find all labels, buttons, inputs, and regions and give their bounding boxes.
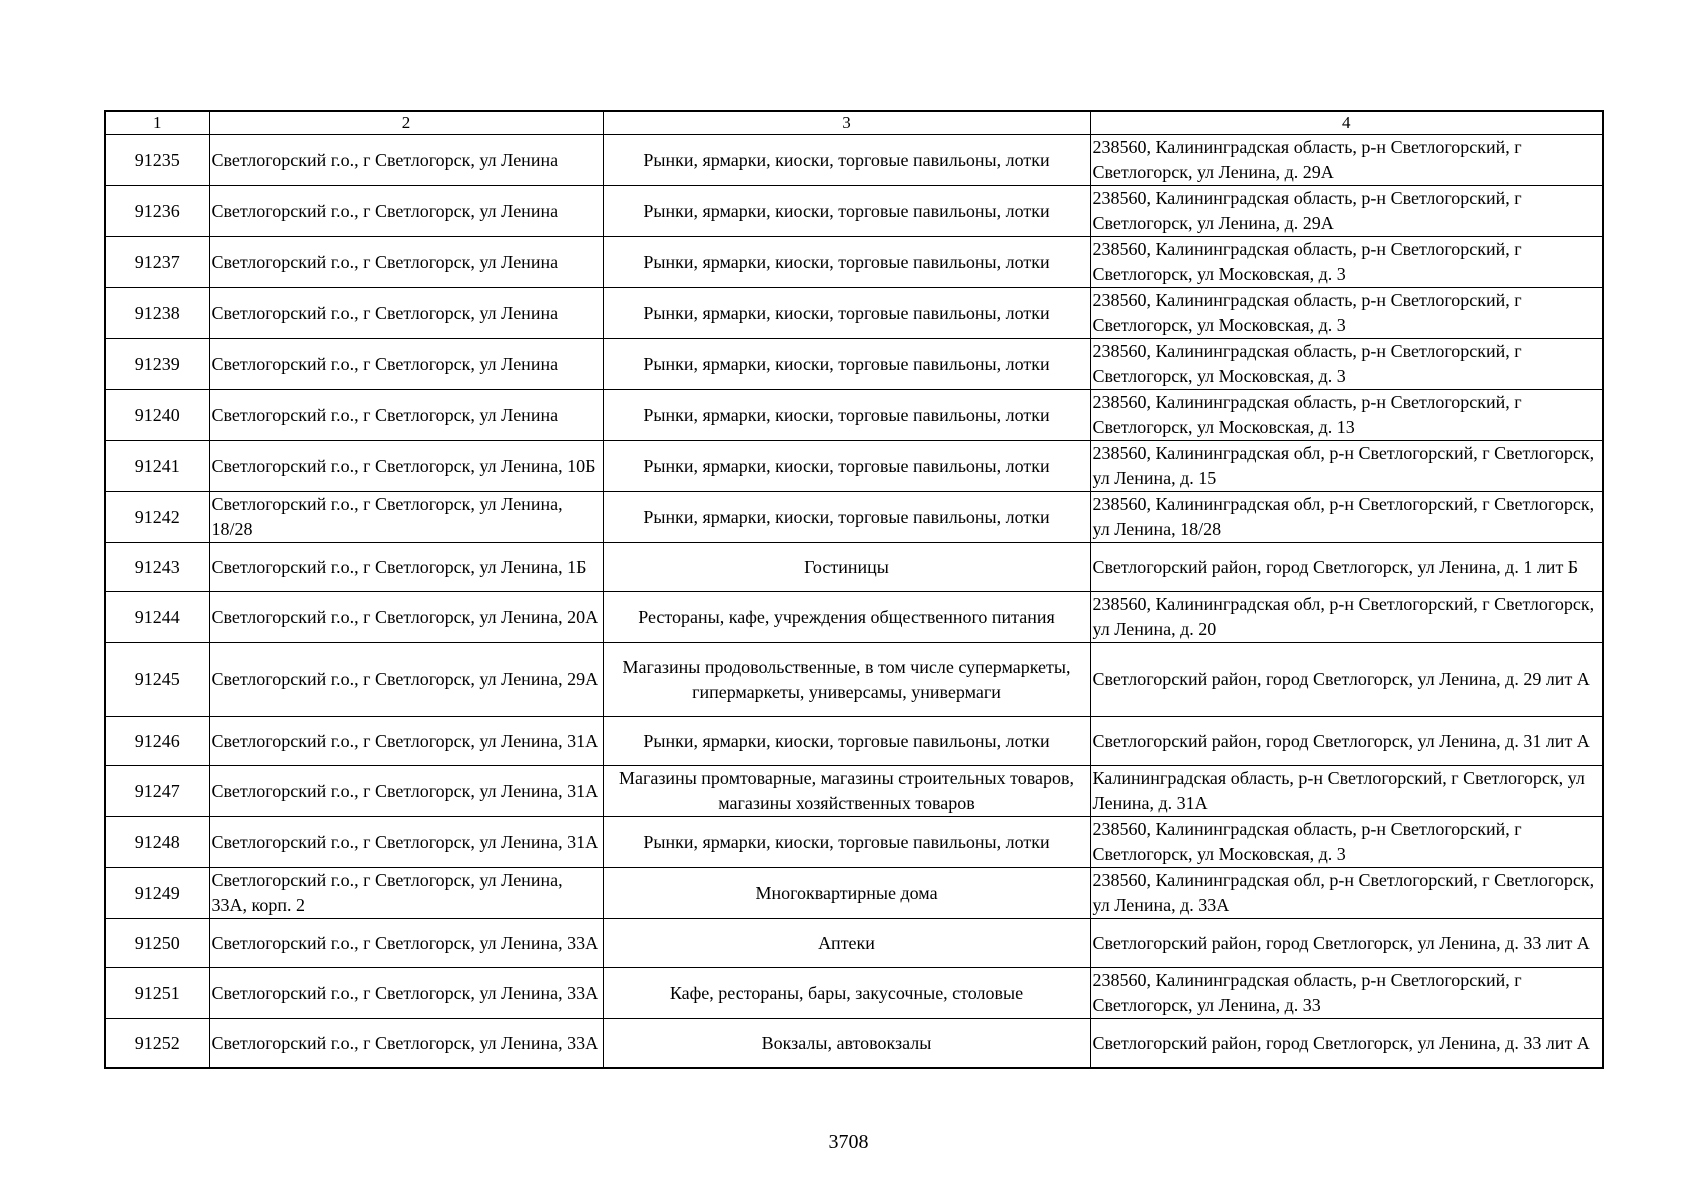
location-cell: Светлогорский г.о., г Светлогорск, ул Ленина bbox=[209, 390, 603, 441]
row-number-cell: 91236 bbox=[105, 186, 209, 237]
category-cell: Рынки, ярмарки, киоски, торговые павильоны, лотки bbox=[603, 817, 1090, 868]
table-row bbox=[105, 441, 1603, 492]
category-cell: Рынки, ярмарки, киоски, торговые павильоны, лотки bbox=[603, 237, 1090, 288]
row-number-cell: 91243 bbox=[105, 543, 209, 592]
category-cell: Магазины продовольственные, в том числе супермаркеты, гипермаркеты, универсамы, универмаги bbox=[603, 643, 1090, 717]
location-cell: Светлогорский г.о., г Светлогорск, ул Ленина bbox=[209, 339, 603, 390]
location-cell: Светлогорский г.о., г Светлогорск, ул Ленина, 31А bbox=[209, 817, 603, 868]
address-cell: Светлогорский район, город Светлогорск, ул Ленина, д. 1 лит Б bbox=[1090, 543, 1603, 592]
row-number-cell: 91252 bbox=[105, 1019, 209, 1069]
category-cell: Рынки, ярмарки, киоски, торговые павильоны, лотки bbox=[603, 441, 1090, 492]
row-number-cell: 91244 bbox=[105, 592, 209, 643]
table-row bbox=[105, 288, 1603, 339]
row-number-cell: 91238 bbox=[105, 288, 209, 339]
row-number-cell: 91249 bbox=[105, 868, 209, 919]
category-cell: Многоквартирные дома bbox=[603, 868, 1090, 919]
location-cell: Светлогорский г.о., г Светлогорск, ул Ленина, 10Б bbox=[209, 441, 603, 492]
location-cell: Светлогорский г.о., г Светлогорск, ул Ленина, 1Б bbox=[209, 543, 603, 592]
location-cell: Светлогорский г.о., г Светлогорск, ул Ленина bbox=[209, 288, 603, 339]
table-row bbox=[105, 135, 1603, 186]
row-number-cell: 91247 bbox=[105, 766, 209, 817]
location-cell: Светлогорский г.о., г Светлогорск, ул Ленина bbox=[209, 186, 603, 237]
address-cell: 238560, Калининградская область, р-н Светлогорский, г Светлогорск, ул Московская, д. 13 bbox=[1090, 390, 1603, 441]
row-number-cell: 91245 bbox=[105, 643, 209, 717]
table-row bbox=[105, 186, 1603, 237]
address-cell: 238560, Калининградская область, р-н Светлогорский, г Светлогорск, ул Ленина, д. 33 bbox=[1090, 968, 1603, 1019]
row-number-cell: 91241 bbox=[105, 441, 209, 492]
row-number-cell: 91250 bbox=[105, 919, 209, 968]
category-cell: Гостиницы bbox=[603, 543, 1090, 592]
table-row bbox=[105, 968, 1603, 1019]
table-row bbox=[105, 390, 1603, 441]
address-cell: 238560, Калининградская область, р-н Светлогорский, г Светлогорск, ул Московская, д. 3 bbox=[1090, 237, 1603, 288]
table-row bbox=[105, 766, 1603, 817]
location-cell: Светлогорский г.о., г Светлогорск, ул Ленина, 33А bbox=[209, 1019, 603, 1069]
address-cell: 238560, Калининградская обл, р-н Светлогорский, г Светлогорск, ул Ленина, д. 33А bbox=[1090, 868, 1603, 919]
category-cell: Рынки, ярмарки, киоски, торговые павильоны, лотки bbox=[603, 186, 1090, 237]
table-row bbox=[105, 868, 1603, 919]
address-cell: 238560, Калининградская обл, р-н Светлогорский, г Светлогорск, ул Ленина, 18/28 bbox=[1090, 492, 1603, 543]
category-cell: Вокзалы, автовокзалы bbox=[603, 1019, 1090, 1069]
row-number-cell: 91235 bbox=[105, 135, 209, 186]
address-cell: 238560, Калининградская область, р-н Светлогорский, г Светлогорск, ул Московская, д. 3 bbox=[1090, 339, 1603, 390]
row-number-cell: 91242 bbox=[105, 492, 209, 543]
category-cell: Аптеки bbox=[603, 919, 1090, 968]
location-cell: Светлогорский г.о., г Светлогорск, ул Ленина bbox=[209, 135, 603, 186]
row-number-cell: 91246 bbox=[105, 717, 209, 766]
column-number-row bbox=[105, 111, 1603, 135]
category-cell: Рынки, ярмарки, киоски, торговые павильоны, лотки bbox=[603, 390, 1090, 441]
location-cell: Светлогорский г.о., г Светлогорск, ул Ленина, 18/28 bbox=[209, 492, 603, 543]
location-cell: Светлогорский г.о., г Светлогорск, ул Ленина, 33А bbox=[209, 919, 603, 968]
category-cell: Рынки, ярмарки, киоски, торговые павильоны, лотки bbox=[603, 717, 1090, 766]
location-cell: Светлогорский г.о., г Светлогорск, ул Ленина, 31А bbox=[209, 766, 603, 817]
category-cell: Кафе, рестораны, бары, закусочные, столовые bbox=[603, 968, 1090, 1019]
page-number: 3708 bbox=[828, 1131, 869, 1153]
location-cell: Светлогорский г.о., г Светлогорск, ул Ленина, 33А, корп. 2 bbox=[209, 868, 603, 919]
table-row bbox=[105, 717, 1603, 766]
row-number-cell: 91240 bbox=[105, 390, 209, 441]
category-cell: Рынки, ярмарки, киоски, торговые павильоны, лотки bbox=[603, 135, 1090, 186]
address-cell: Калининградская область, р-н Светлогорский, г Светлогорск, ул Ленина, д. 31А bbox=[1090, 766, 1603, 817]
table-row bbox=[105, 919, 1603, 968]
address-cell: 238560, Калининградская область, р-н Светлогорский, г Светлогорск, ул Московская, д. 3 bbox=[1090, 817, 1603, 868]
row-number-cell: 91237 bbox=[105, 237, 209, 288]
address-cell: 238560, Калининградская обл, р-н Светлогорский, г Светлогорск, ул Ленина, д. 15 bbox=[1090, 441, 1603, 492]
category-cell: Рынки, ярмарки, киоски, торговые павильоны, лотки bbox=[603, 288, 1090, 339]
location-cell: Светлогорский г.о., г Светлогорск, ул Ленина, 31А bbox=[209, 717, 603, 766]
column-number-3: 3 bbox=[603, 111, 1090, 135]
address-cell: 238560, Калининградская обл, р-н Светлогорский, г Светлогорск, ул Ленина, д. 20 bbox=[1090, 592, 1603, 643]
column-number-4: 4 bbox=[1090, 111, 1603, 135]
column-number-1: 1 bbox=[105, 111, 209, 135]
table-row bbox=[105, 492, 1603, 543]
address-cell: 238560, Калининградская область, р-н Светлогорский, г Светлогорск, ул Ленина, д. 29А bbox=[1090, 186, 1603, 237]
category-cell: Рынки, ярмарки, киоски, торговые павильоны, лотки bbox=[603, 339, 1090, 390]
table-row bbox=[105, 592, 1603, 643]
address-cell: Светлогорский район, город Светлогорск, ул Ленина, д. 29 лит А bbox=[1090, 643, 1603, 717]
table-row bbox=[105, 817, 1603, 868]
address-cell: Светлогорский район, город Светлогорск, ул Ленина, д. 33 лит А bbox=[1090, 1019, 1603, 1069]
row-number-cell: 91239 bbox=[105, 339, 209, 390]
address-cell: 238560, Калининградская область, р-н Светлогорский, г Светлогорск, ул Московская, д. 3 bbox=[1090, 288, 1603, 339]
row-number-cell: 91248 bbox=[105, 817, 209, 868]
location-cell: Светлогорский г.о., г Светлогорск, ул Ленина, 20А bbox=[209, 592, 603, 643]
registry-table bbox=[104, 110, 1604, 1069]
category-cell: Рестораны, кафе, учреждения общественного питания bbox=[603, 592, 1090, 643]
location-cell: Светлогорский г.о., г Светлогорск, ул Ленина, 33А bbox=[209, 968, 603, 1019]
table-row bbox=[105, 1019, 1603, 1069]
column-number-2: 2 bbox=[209, 111, 603, 135]
address-cell: Светлогорский район, город Светлогорск, ул Ленина, д. 33 лит А bbox=[1090, 919, 1603, 968]
category-cell: Магазины промтоварные, магазины строительных товаров, магазины хозяйственных товаров bbox=[603, 766, 1090, 817]
address-cell: 238560, Калининградская область, р-н Светлогорский, г Светлогорск, ул Ленина, д. 29А bbox=[1090, 135, 1603, 186]
table-row bbox=[105, 237, 1603, 288]
category-cell: Рынки, ярмарки, киоски, торговые павильоны, лотки bbox=[603, 492, 1090, 543]
table-body bbox=[105, 111, 1603, 1068]
table-row bbox=[105, 543, 1603, 592]
location-cell: Светлогорский г.о., г Светлогорск, ул Ленина, 29А bbox=[209, 643, 603, 717]
table-row bbox=[105, 643, 1603, 717]
table-row bbox=[105, 339, 1603, 390]
row-number-cell: 91251 bbox=[105, 968, 209, 1019]
address-cell: Светлогорский район, город Светлогорск, ул Ленина, д. 31 лит А bbox=[1090, 717, 1603, 766]
location-cell: Светлогорский г.о., г Светлогорск, ул Ленина bbox=[209, 237, 603, 288]
